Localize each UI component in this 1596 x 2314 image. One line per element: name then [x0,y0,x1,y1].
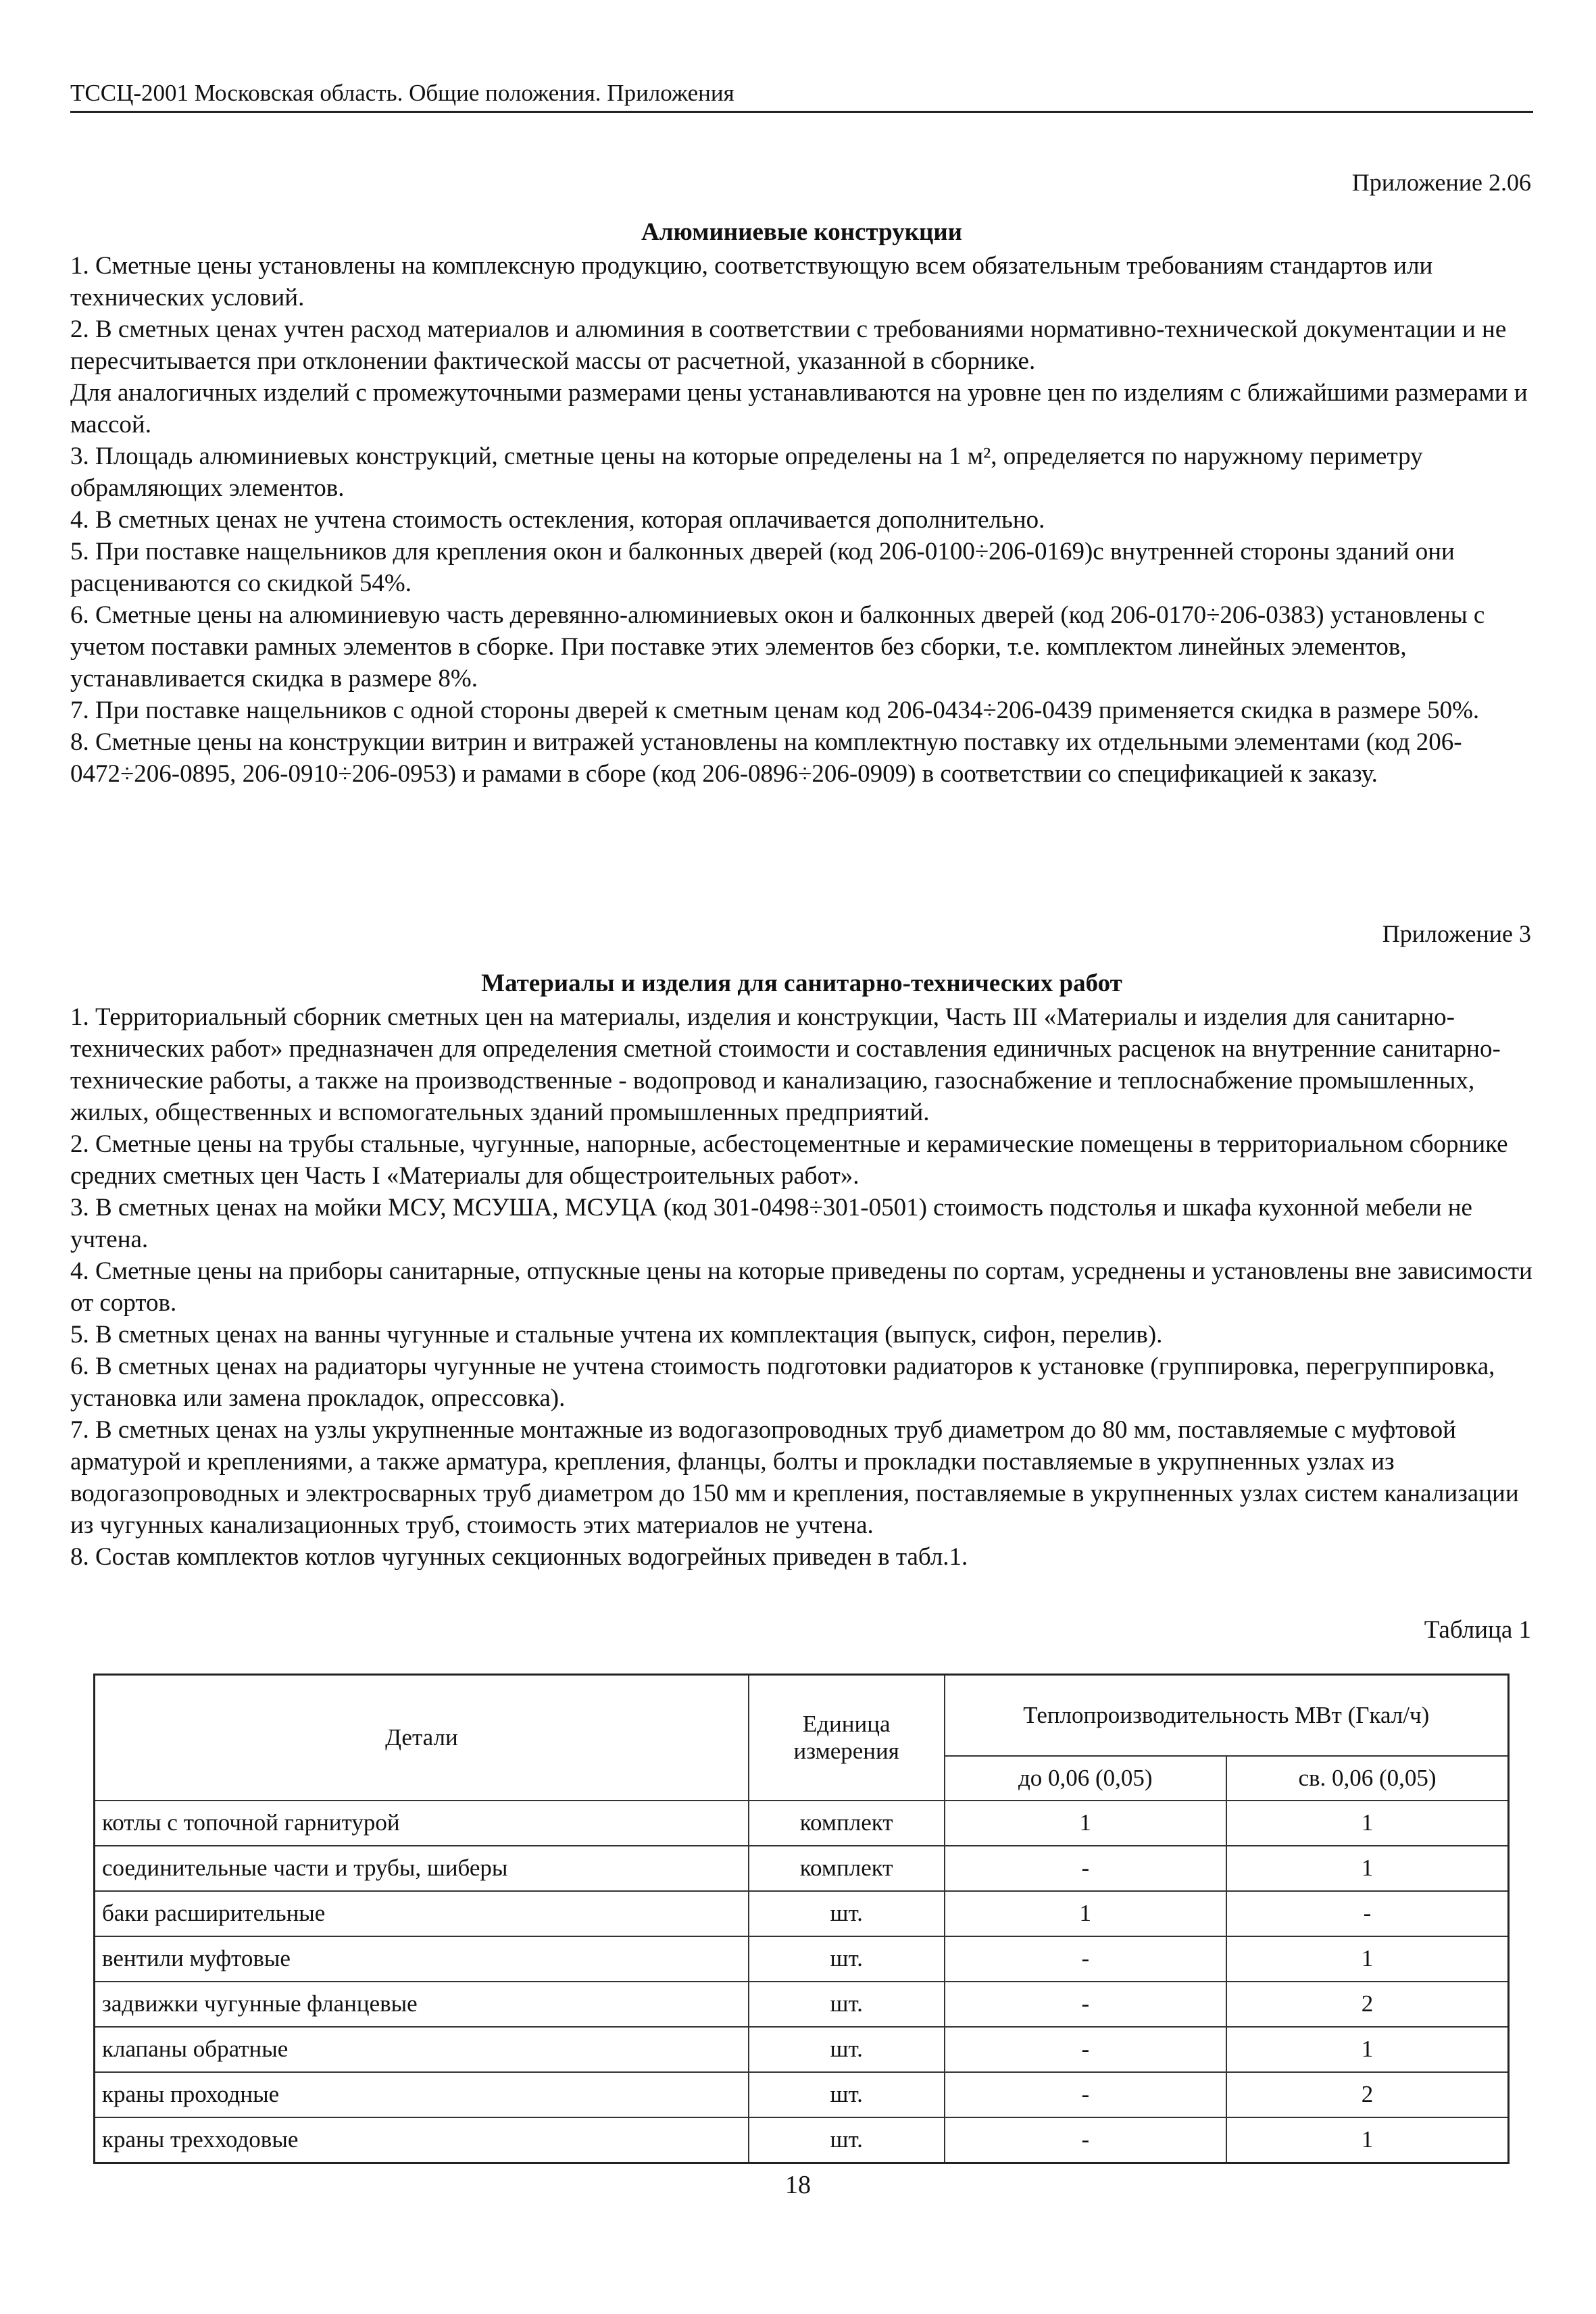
header-over: св. 0,06 (0,05) [1226,1756,1509,1801]
up-to-cell: - [945,2027,1226,2072]
appendix-3-title: Материалы и изделия для санитарно-технических работ [481,970,1122,997]
appendix-206-body [70,250,1533,790]
up-to-cell: 1 [945,1891,1226,1936]
table-row [95,2027,1509,2072]
running-header: ТССЦ-2001 Московская область. Общие положения. Приложения [70,80,1533,113]
paragraph: 1. Сметные цены установлены на комплексную продукцию, соответствующую всем обязательным требованиям стандартов или технических условий. [70,252,1433,311]
appendix-3-label: Приложение 3 [1382,920,1531,947]
appendix-206-title: Алюминиевые конструкции [641,218,962,246]
appendix-206-label: Приложение 2.06 [1351,169,1531,196]
paragraph: 8. Сметные цены на конструкции витрин и витражей установлены на комплектную поставку их отдельными элементами (код 206-0472÷206-0895, 206-0910÷206-0953) и рамами в сборе (код 206-0896÷206-0909) в соответствии со спецификацией к заказу. [70,728,1462,788]
unit-cell: шт. [749,1982,945,2027]
paragraph: 2. В сметных ценах учтен расход материалов и алюминия в соответствии с требованиями нормативно-технической документации и не пересчитывается при отклонении фактической массы от расчетной, указанной в сборнике. [70,316,1507,375]
unit-cell: шт. [749,2027,945,2072]
up-to-cell: - [945,1936,1226,1982]
over-cell: 2 [1226,2072,1509,2117]
paragraph: 4. Сметные цены на приборы санитарные, отпускные цены на которые приведены по сортам, усреднены и установлены вне зависимости от сортов. [70,1257,1532,1317]
paragraph: 6. В сметных ценах на радиаторы чугунные не учтена стоимость подготовки радиаторов к установке (группировка, перегруппировка, установка или замена прокладок, опрессовка). [70,1353,1495,1412]
paragraph: 6. Сметные цены на алюминиевую часть деревянно-алюминиевых окон и балконных дверей (код 206-0170÷206-0383) установлены с учетом поставки рамных элементов в сборке. При поставке этих элементов без сборки, т.е. комплектом линейных элементов, устанавливается скидка в размере 8%. [70,601,1485,693]
up-to-cell: - [945,2117,1226,2163]
unit-cell: шт. [749,1891,945,1936]
paragraph: 7. При поставке нащельников с одной стороны дверей к сметным ценам код 206-0434÷206-0439 применяется скидка в размере 50%. [70,697,1480,724]
boiler-kit-table [93,1674,1510,2164]
up-to-cell: - [945,1982,1226,2027]
paragraph: Для аналогичных изделий с промежуточными размерами цены устанавливаются на уровне цен по изделиям с ближайшими размерами и массой. [70,379,1528,438]
paragraph: 3. Площадь алюминиевых конструкций, сметные цены на которые определены на 1 м², определяется по наружному периметру обрамляющих элементов. [70,443,1423,502]
paragraph: 5. При поставке нащельников для крепления окон и балконных дверей (код 206-0100÷206-0169)с внутренней стороны зданий они расцениваются со скидкой 54%. [70,538,1455,597]
over-cell: 1 [1226,2027,1509,2072]
paragraph: 2. Сметные цены на трубы стальные, чугунные, напорные, асбестоцементные и керамические помещены в территориальном сборнике средних сметных цен Часть I «Материалы для общестроительных работ». [70,1130,1508,1190]
table-row [95,2072,1509,2117]
header-details: Детали [95,1675,749,1801]
table-caption: Таблица 1 [1424,1616,1531,1644]
detail-cell: баки расширительные [95,1891,749,1936]
page-number: 18 [785,2171,811,2199]
over-cell: 1 [1226,1801,1509,1846]
unit-cell: комплект [749,1846,945,1891]
paragraph: 8. Состав комплектов котлов чугунных секционных водогрейных приведен в табл.1. [70,1543,968,1571]
over-cell: 1 [1226,1936,1509,1982]
detail-cell: соединительные части и трубы, шиберы [95,1846,749,1891]
unit-cell: шт. [749,2072,945,2117]
over-cell: 2 [1226,1982,1509,2027]
over-cell: 1 [1226,2117,1509,2163]
detail-cell: краны проходные [95,2072,749,2117]
detail-cell: котлы с топочной гарнитурой [95,1801,749,1846]
detail-cell: задвижки чугунные фланцевые [95,1982,749,2027]
header-capacity: Теплопроизводительность МВт (Гкал/ч) [945,1675,1509,1756]
up-to-cell: - [945,1846,1226,1891]
table-row [95,1982,1509,2027]
paragraph: 7. В сметных ценах на узлы укрупненные монтажные из водогазопроводных труб диаметром до 80 мм, поставляемые с муфтовой арматурой и креплениями, а также арматура, крепления, фланцы, болты и прокладки поставляемые в укрупненных узлах из водогазопроводных и электросварных труб диаметром до 150 мм и крепления, поставляемые в укрупненных узлах систем канализации из чугунных канализационных труб, стоимость этих материалов не учтена. [70,1416,1519,1539]
detail-cell: клапаны обратные [95,2027,749,2072]
detail-cell: вентили муфтовые [95,1936,749,1982]
paragraph: 3. В сметных ценах на мойки МСУ, МСУША, МСУЦА (код 301-0498÷301-0501) стоимость подстолья и шкафа кухонной мебели не учтена. [70,1194,1472,1253]
paragraph: 4. В сметных ценах не учтена стоимость остекления, которая оплачивается дополнительно. [70,506,1045,534]
table-row [95,1936,1509,1982]
up-to-cell: 1 [945,1801,1226,1846]
over-cell: 1 [1226,1846,1509,1891]
paragraph: 1. Территориальный сборник сметных цен на материалы, изделия и конструкции, Часть III «Материалы и изделия для санитарно-технических работ» предназначен для определения сметной стоимости и составления единичных расценок на внутренние санитарно-технические работы, а также на производственные - водопровод и канализацию, газоснабжение и теплоснабжение промышленных, жилых, общественных и вспомогательных зданий промышленных предприятий. [70,1003,1501,1126]
table-row [95,1801,1509,1846]
appendix-3-body [70,1001,1533,1573]
up-to-cell: - [945,2072,1226,2117]
unit-cell: комплект [749,1801,945,1846]
detail-cell: краны трехходовые [95,2117,749,2163]
table-row [95,1846,1509,1891]
header-unit: Единица измерения [749,1675,945,1801]
paragraph: 5. В сметных ценах на ванны чугунные и стальные учтена их комплектация (выпуск, сифон, перелив). [70,1321,1163,1349]
unit-cell: шт. [749,2117,945,2163]
unit-cell: шт. [749,1936,945,1982]
header-up-to: до 0,06 (0,05) [945,1756,1226,1801]
table-row [95,2117,1509,2163]
table-row [95,1891,1509,1936]
over-cell: - [1226,1891,1509,1936]
